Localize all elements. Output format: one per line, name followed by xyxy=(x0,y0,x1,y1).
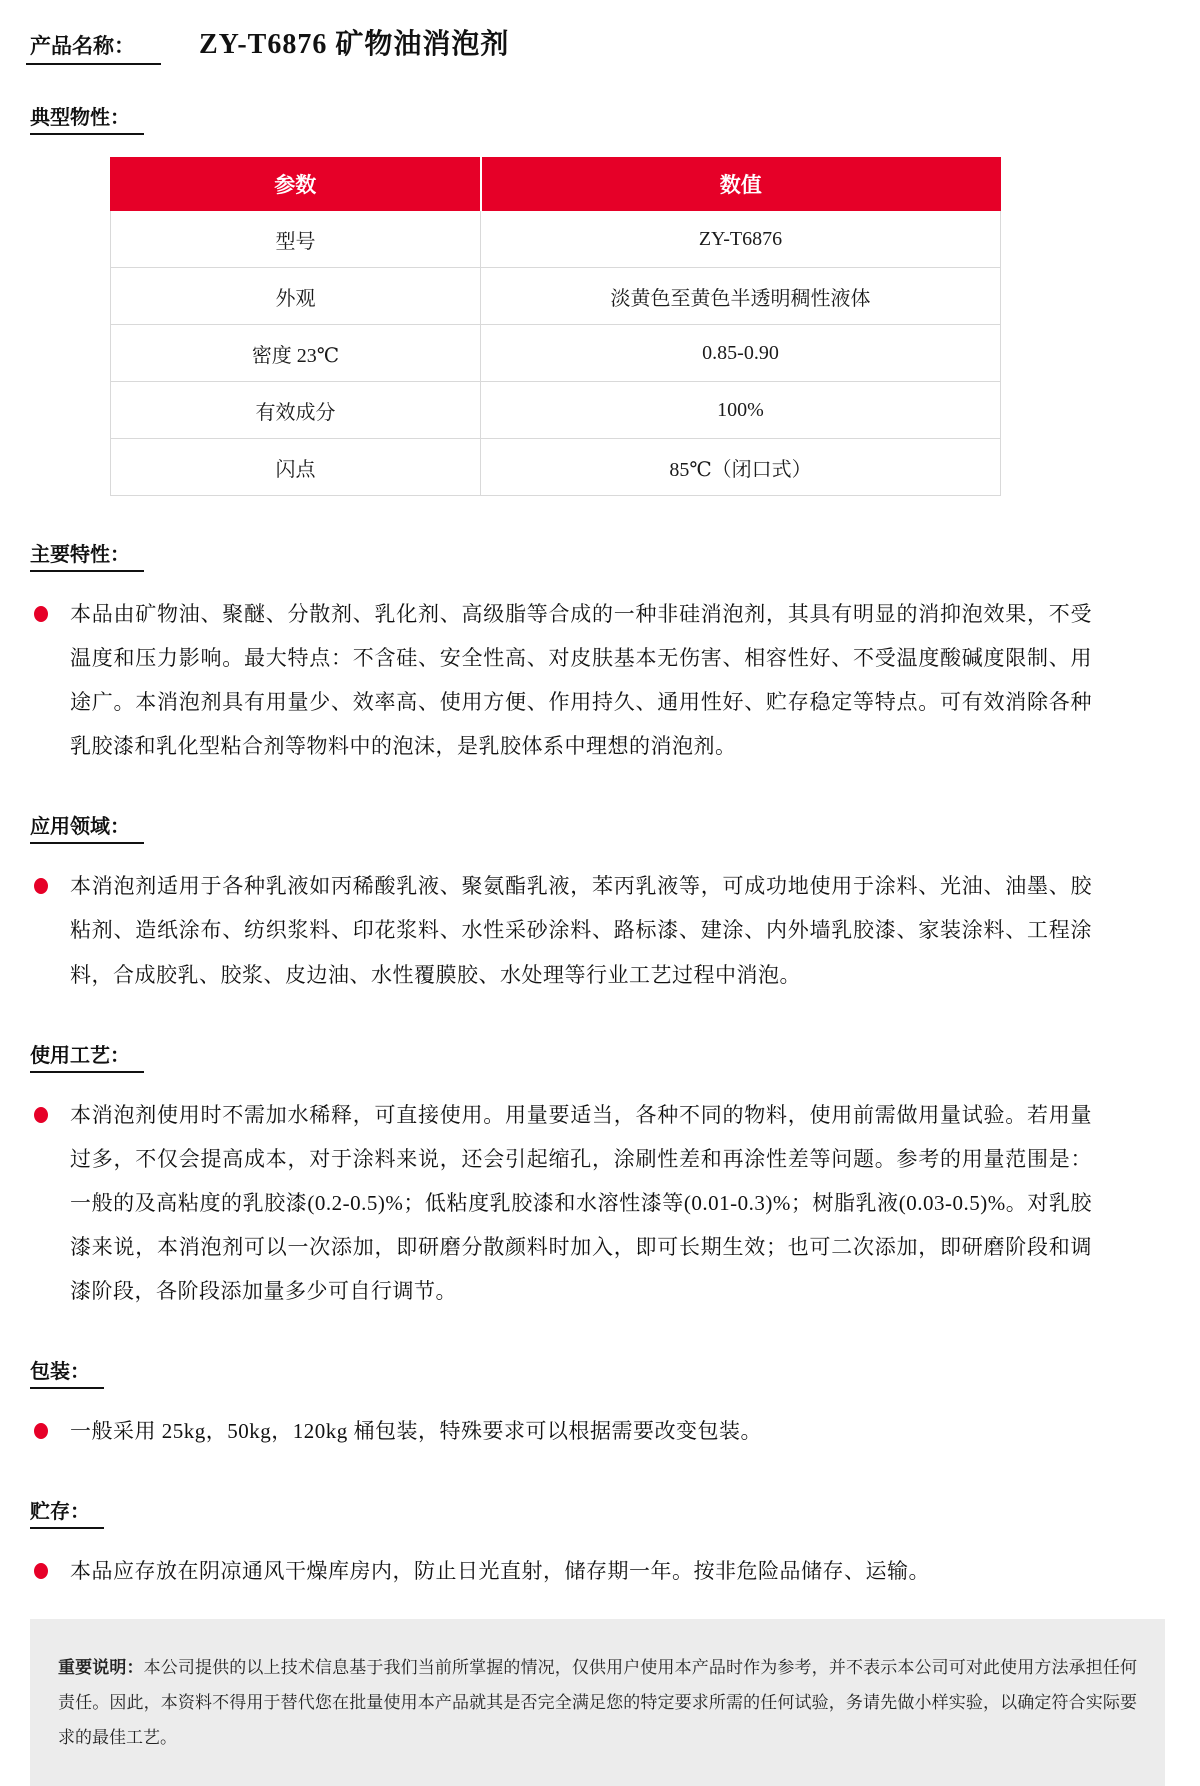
application-fields-text: 本消泡剂适用于各种乳液如丙稀酸乳液、聚氨酯乳液，苯丙乳液等，可成功地使用于涂料、光油、油墨、胶粘剂、造纸涂布、纺织浆料、印花浆料、水性采砂涂料、路标漆、建涂、内外墙乳胶漆、家装涂料、工程涂料，合成胶乳、胶浆、皮边油、水性覆膜胶、水处理等行业工艺过程中消泡。 xyxy=(70,874,1092,987)
packaging-text: 一般采用 25kg，50kg，120kg 桶包装，特殊要求可以根据需要改变包装。 xyxy=(70,1419,762,1444)
cell-value: ZY-T6876 xyxy=(481,211,1001,268)
list-item xyxy=(30,1409,1092,1453)
table-row xyxy=(111,382,1001,439)
usage-process-text: 本消泡剂使用时不需加水稀释，可直接使用。用量要适当，各种不同的物料，使用前需做用量试验。若用量过多，不仅会提高成本，对于涂料来说，还会引起缩孔，涂刷性差和再涂性差等问题。参考的用量范围是：一般的及高粘度的乳胶漆(0.2-0.5)%；低粘度乳胶漆和水溶性漆等(0.01-0.3)%；树脂乳液(0.03-0.5)%。对乳胶漆来说，本消泡剂可以一次添加，即研磨分散颜料时加入，即可长期生效；也可二次添加，即研磨阶段和调漆阶段，各阶段添加量多少可自行调节。 xyxy=(70,1102,1092,1304)
section-main-features xyxy=(30,496,1170,768)
cell-value: 0.85-0.90 xyxy=(481,325,1001,382)
list-item xyxy=(30,864,1092,996)
important-note-text xyxy=(58,1651,1137,1756)
table-row xyxy=(111,268,1001,325)
bullet-icon xyxy=(34,1423,48,1439)
section-storage xyxy=(30,1453,1170,1593)
cell-parameter: 外观 xyxy=(111,268,481,325)
section-heading-main-features: 主要特性： xyxy=(30,538,144,572)
page-title: ZY-T6876 矿物油消泡剂 xyxy=(199,29,510,60)
section-heading-typical-properties: 典型物性： xyxy=(30,101,144,135)
section-usage-process xyxy=(30,997,1170,1313)
section-application-fields xyxy=(30,768,1170,996)
important-note-label: 重要说明： xyxy=(58,1658,144,1678)
section-packaging xyxy=(30,1313,1170,1453)
cell-value: 淡黄色至黄色半透明稠性液体 xyxy=(481,268,1001,325)
product-name-label: 产品名称： xyxy=(26,30,161,65)
storage-text: 本品应存放在阴凉通风干燥库房内，防止日光直射，储存期一年。按非危险品储存、运输。 xyxy=(70,1559,930,1584)
cell-value: 100% xyxy=(481,382,1001,439)
cell-value: 85℃（闭口式） xyxy=(481,439,1001,496)
section-heading-usage-process: 使用工艺： xyxy=(30,1039,144,1073)
table-row xyxy=(111,211,1001,268)
list-item xyxy=(30,592,1092,768)
list-item xyxy=(30,1549,1092,1593)
bullet-icon xyxy=(34,606,48,622)
section-typical-properties xyxy=(30,65,1170,496)
important-note-box xyxy=(30,1619,1165,1786)
section-heading-packaging: 包装： xyxy=(30,1355,104,1389)
column-header-parameter: 参数 xyxy=(111,158,481,211)
column-header-value: 数值 xyxy=(481,158,1001,211)
important-note-body: 本公司提供的以上技术信息基于我们当前所掌握的情况，仅供用户使用本产品时作为参考，并不表示本公司可对此使用方法承担任何责任。因此，本资料不得用于替代您在批量使用本产品就其是否完全满足您的特定要求所需的任何试验，务请先做小样实验，以确定符合实际要求的最佳工艺。 xyxy=(58,1658,1138,1747)
cell-parameter: 有效成分 xyxy=(111,382,481,439)
bullet-icon xyxy=(34,1107,48,1123)
section-heading-storage: 贮存： xyxy=(30,1495,104,1529)
cell-parameter: 密度 23℃ xyxy=(111,325,481,382)
title-row xyxy=(26,22,1170,65)
bullet-icon xyxy=(34,878,48,894)
table-row xyxy=(111,439,1001,496)
properties-table xyxy=(110,157,1001,496)
list-item xyxy=(30,1093,1092,1313)
main-features-text: 本品由矿物油、聚醚、分散剂、乳化剂、高级脂等合成的一种非硅消泡剂，其具有明显的消抑泡效果，不受温度和压力影响。最大特点：不含硅、安全性高、对皮肤基本无伤害、相容性好、不受温度酸碱度限制、用途广。本消泡剂具有用量少、效率高、使用方便、作用持久、通用性好、贮存稳定等特点。可有效消除各种乳胶漆和乳化型粘合剂等物料中的泡沫，是乳胶体系中理想的消泡剂。 xyxy=(70,602,1092,759)
bullet-icon xyxy=(34,1563,48,1579)
cell-parameter: 闪点 xyxy=(111,439,481,496)
table-header-row xyxy=(111,158,1001,211)
table-row xyxy=(111,325,1001,382)
section-heading-application-fields: 应用领域： xyxy=(30,810,144,844)
cell-parameter: 型号 xyxy=(111,211,481,268)
